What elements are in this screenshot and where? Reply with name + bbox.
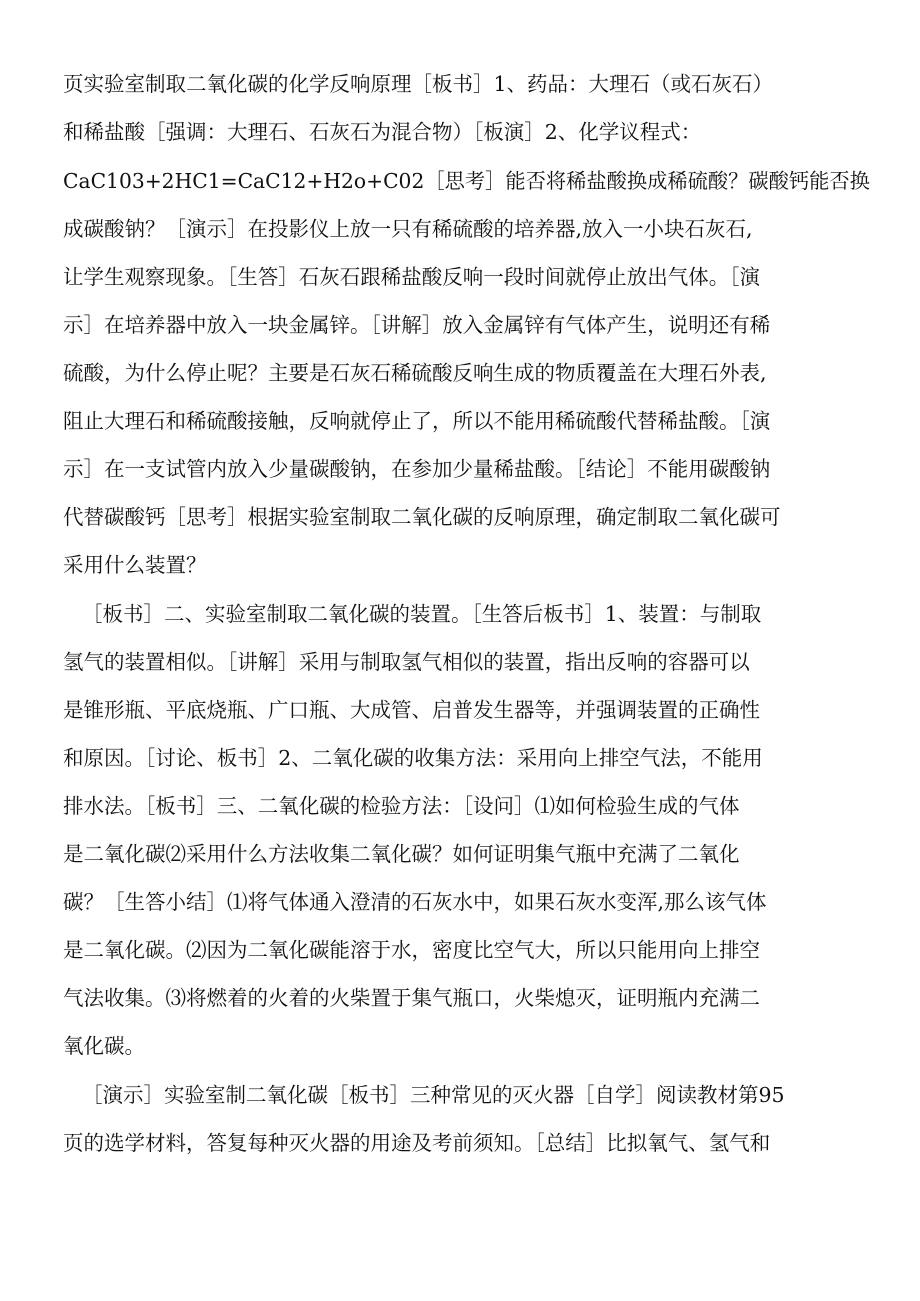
text-line: 和原因。［讨论、板书］2、二氧化碳的收集方法：采用向上排空气法，不能用 (63, 746, 763, 770)
text-line: 采用什么装置？ (63, 553, 207, 577)
text-line: 和稀盐酸［强调：大理石、石灰石为混合物）［板演］2、化学议程式： (63, 120, 702, 144)
text-line: 氢气的装置相似。［讲解］采用与制取氢气相似的装置，指出反响的容器可以 (63, 650, 750, 674)
text-line: 示］在一支试管内放入少量碳酸钠，在参加少量稀盐酸。［结论］不能用碳酸钠 (63, 457, 771, 481)
text-line: 是二氧化碳⑵采用什么方法收集二氧化碳？如何证明集气瓶中充满了二氧化 (63, 842, 740, 866)
text-line: 让学生观察现象。［生答］石灰石跟稀盐酸反响一段时间就停止放出气体。［演 (63, 265, 760, 289)
paragraph-start-line: ［演示］实验室制二氧化碳［板书］三种常见的灭火器［自学］阅读教材第95 (82, 1083, 785, 1107)
text-line: 硫酸，为什么停止呢？主要是石灰石稀硫酸反响生成的物质覆盖在大理石外表, (63, 361, 767, 385)
paragraph-start-line: ［板书］二、实验室制取二氧化碳的装置。［生答后板书］1、装置：与制取 (82, 602, 762, 626)
text-line: 排水法。［板书］三、二氧化碳的检验方法：［设问］⑴如何检验生成的气体 (63, 794, 740, 818)
text-line: 示］在培养器中放入一块金属锌。［讲解］放入金属锌有气体产生，说明还有稀 (63, 313, 771, 337)
text-line: CaC103+2HC1=CaC12+H2o+C02［思考］能否将稀盐酸换成稀硫酸？碳酸钙能否换 (63, 169, 870, 193)
text-line: 页的选学材料，答复每种灭火器的用途及考前须知。［总结］比拟氧气、氢气和 (63, 1131, 771, 1155)
text-line: 氧化碳。 (63, 1034, 145, 1058)
text-line: 阻止大理石和稀硫酸接触，反响就停止了，所以不能用稀硫酸代替稀盐酸。［演 (63, 409, 771, 433)
text-line: 页实验室制取二氧化碳的化学反响原理［板书］1、药品：大理石（或石灰石） (63, 72, 774, 96)
text-line: 气法收集。⑶将燃着的火着的火柴置于集气瓶口，火柴熄灭，证明瓶内充满二 (63, 986, 760, 1010)
text-line: 是二氧化碳。⑵因为二氧化碳能溶于水，密度比空气大，所以只能用向上排空 (63, 938, 760, 962)
text-line: 成碳酸钠？［演示］在投影仪上放一只有稀硫酸的培养器,放入一小块石灰石, (63, 217, 753, 241)
text-line: 代替碳酸钙［思考］根据实验室制取二氧化碳的反响原理，确定制取二氧化碳可 (63, 505, 781, 529)
text-line: 碳？［生答小结］⑴将气体通入澄清的石灰水中，如果石灰水变浑,那么该气体 (63, 890, 767, 914)
text-line: 是锥形瓶、平底烧瓶、广口瓶、大成管、启普发生器等，并强调装置的正确性 (63, 698, 760, 722)
